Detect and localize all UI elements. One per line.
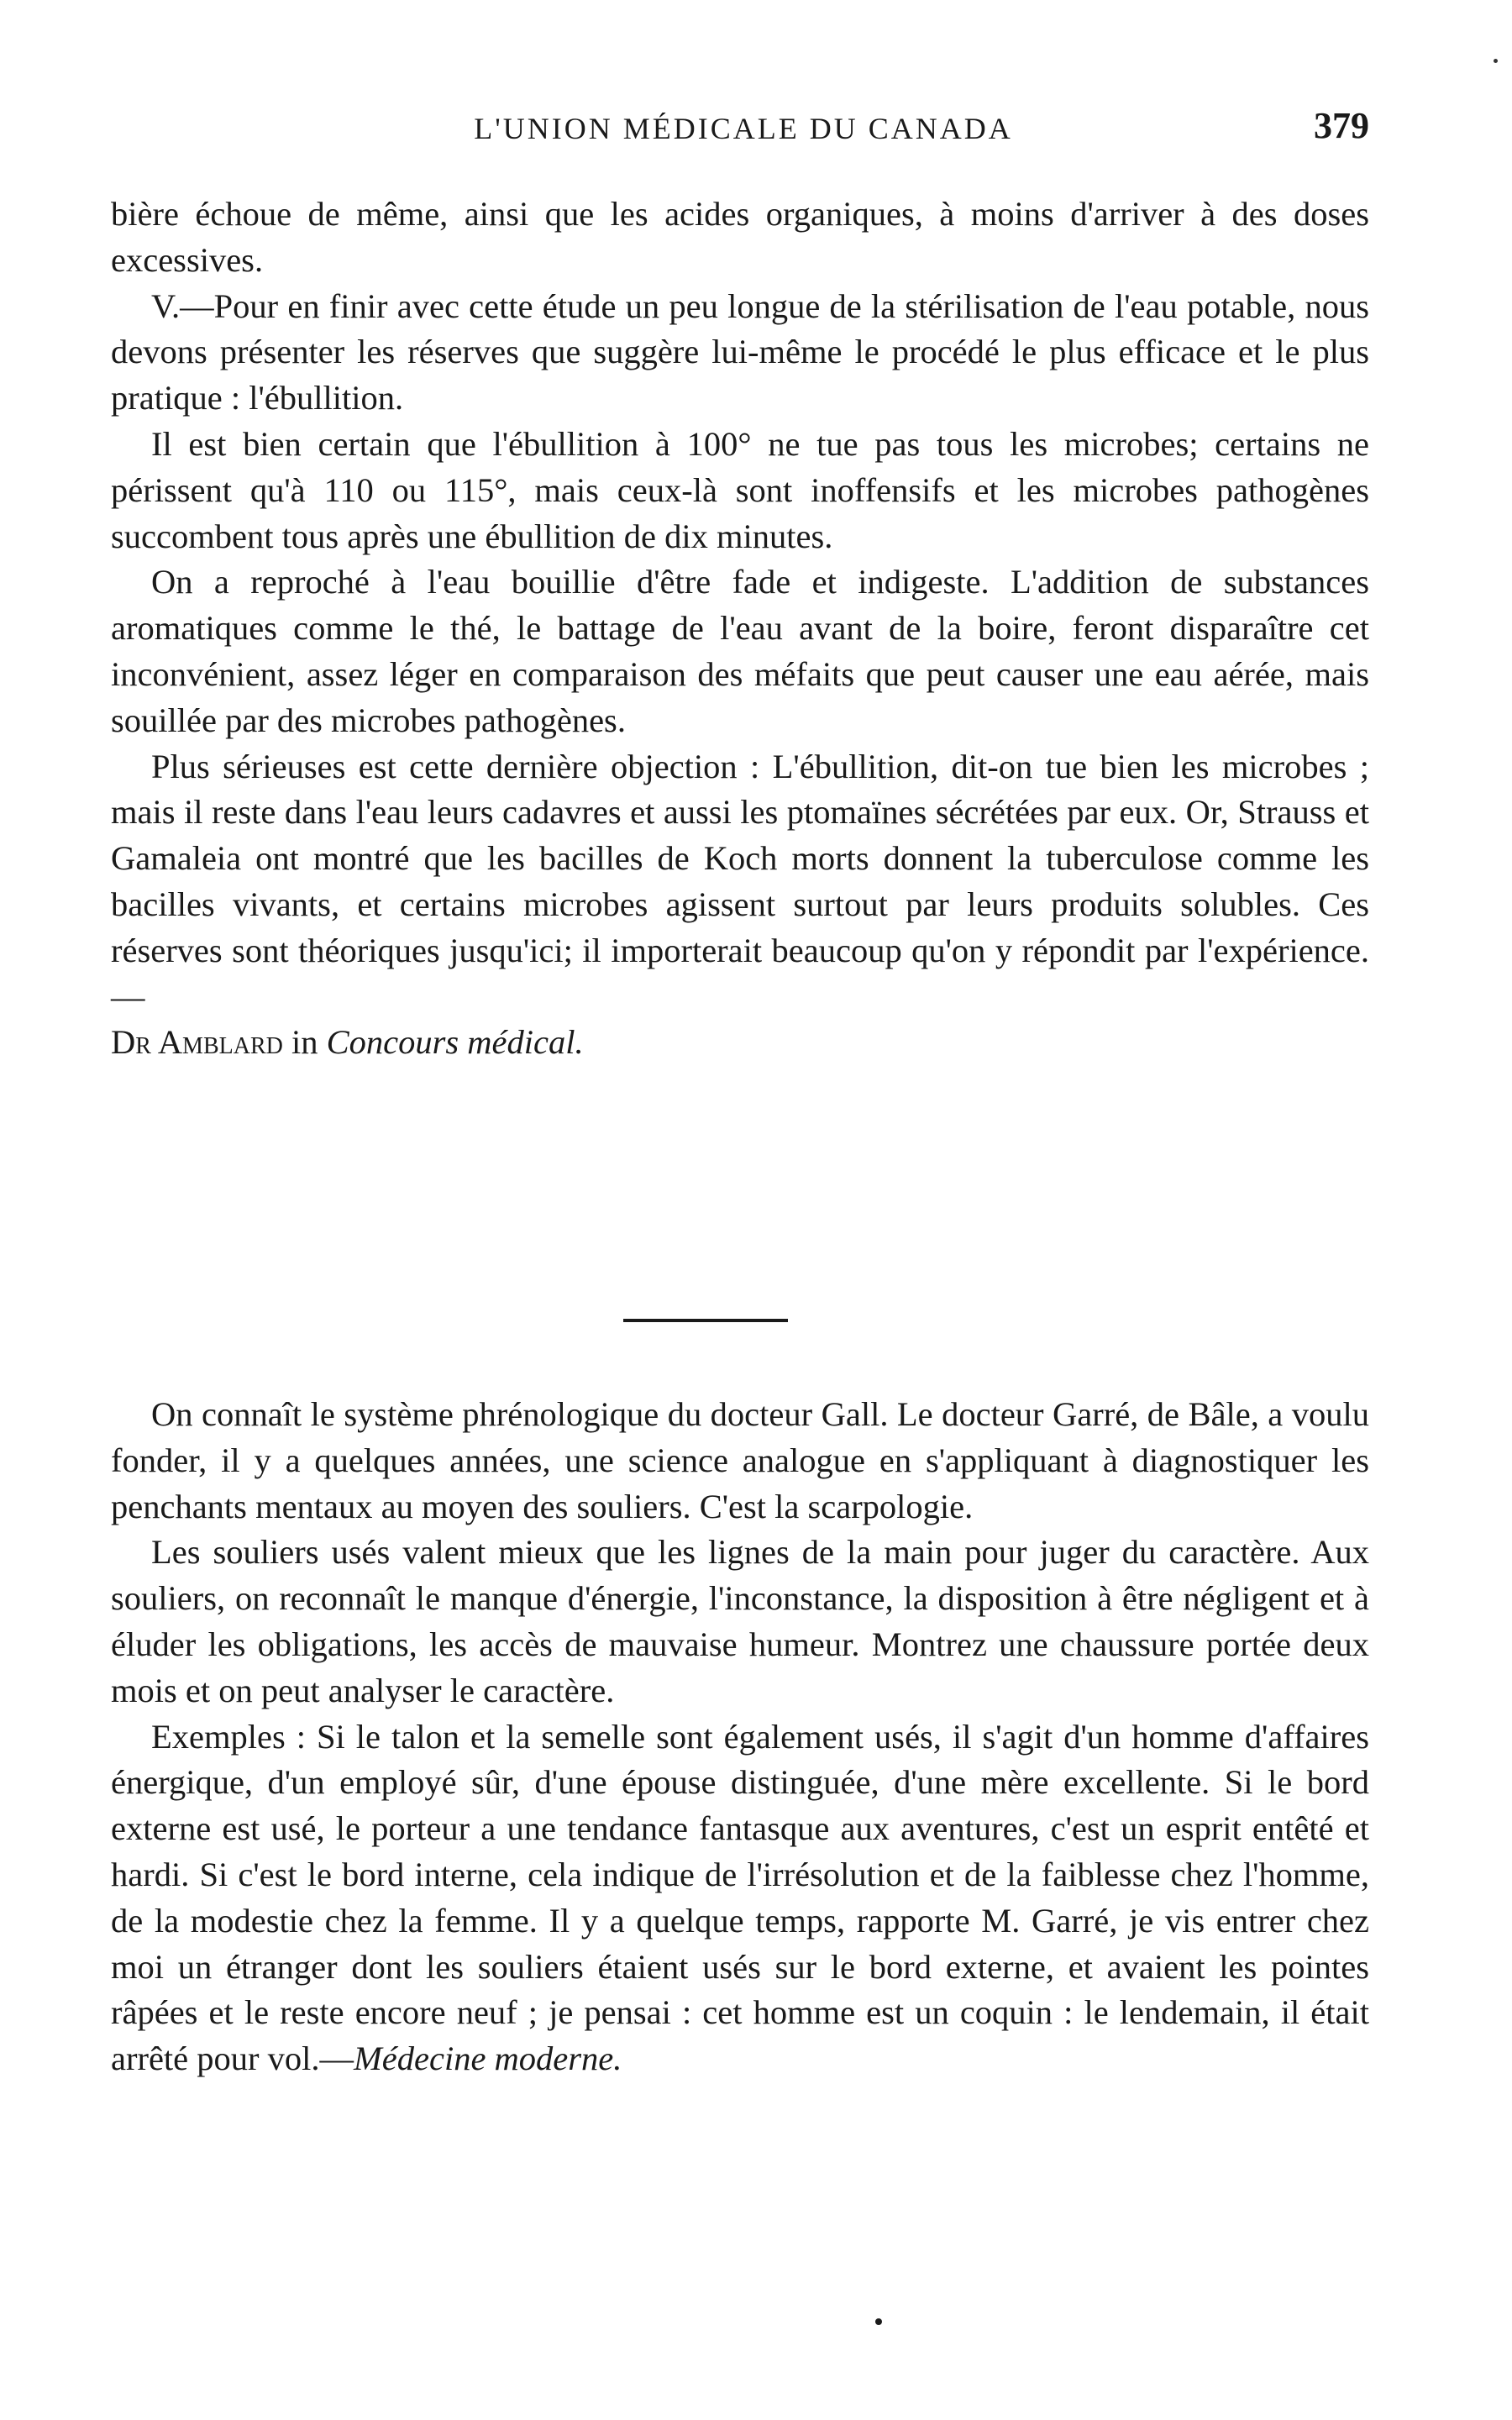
page-number: 379 bbox=[1314, 105, 1369, 146]
paragraph-text: Exemples : Si le talon et la semelle sont également usés, il s'agit d'un homme d'affaires énergique, d'un employé sûr, d'une épouse distinguée, d'une mère excellente. Si le bord externe est usé, le porteur a une tendance fantasque aux aventures, c'est un esprit entêté et hardi. Si c'est le bord interne, cela indique de l'irrésolution et de la faiblesse chez l'homme, de la modestie chez la femme. Il y a quelque temps, rapporte M. Garré, je vis entrer chez moi un étranger dont les souliers étaient usés sur le bord externe, et avaient les pointes râpées et le reste encore neuf ; je pensai : cet homme est un coquin : le lendemain, il était arrêté pour vol.— bbox=[111, 1717, 1369, 2078]
section-divider bbox=[623, 1319, 788, 1322]
paragraph: Il est bien certain que l'ébullition à 100° ne tue pas tous les microbes; certains ne périssent qu'à 110 ou 115°, mais ceux-là sont inoffensifs et les microbes pathogènes succombent tous après une ébullition de dix minutes. bbox=[111, 424, 1369, 555]
paragraph: Les souliers usés valent mieux que les lignes de la main pour juger du caractère. Aux souliers, on reconnaît le manque d'énergie, l'inconstance, la disposition à être négligent et à éluder les obligations, les accès de mauvaise humeur. Montrez une chaussure portée deux mois et on peut analyser le caractère. bbox=[111, 1533, 1369, 1709]
page-header bbox=[109, 105, 1369, 161]
paragraph: bière échoue de même, ainsi que les acides organiques, à moins d'arriver à des doses excessives. bbox=[111, 195, 1369, 279]
paragraph: V.—Pour en finir avec cette étude un peu longue de la stérilisation de l'eau potable, nous devons présenter les réserves que suggère lui-même le procédé le plus efficace et le plus pratique : l'ébullition. bbox=[111, 286, 1369, 417]
paragraph-text: Plus sérieuses est cette dernière objection : L'ébullition, dit-on tue bien les microbes ; mais il reste dans l'eau leurs cadavres et aussi les ptomaïnes sécrétées par eux. Or, Strauss et Gamaleia ont montré que les bacilles de Koch morts donnent la tuberculose comme les bacilles vivants, et certains microbes agissent surtout par leurs produits solubles. Ces réserves sont théoriques jusqu'ici; il importerait beaucoup qu'on y répondit par l'expérience.— bbox=[111, 747, 1369, 1016]
source-title: Médecine moderne. bbox=[354, 2039, 622, 2078]
paragraph bbox=[111, 744, 1369, 1021]
author-name: Dr Amblard bbox=[111, 1023, 283, 1062]
article-scarpologie bbox=[111, 1392, 1369, 2082]
signature-connector: in bbox=[282, 1023, 327, 1062]
printer-dot bbox=[875, 2318, 882, 2325]
paragraph: On connaît le système phrénologique du docteur Gall. Le docteur Garré, de Bâle, a voulu fonder, il y a quelques années, une science analogue en s'appliquant à diagnostiquer les penchants mentaux au moyen des souliers. C'est la scarpologie. bbox=[111, 1395, 1369, 1525]
running-title: L'UNION MÉDICALE DU CANADA bbox=[474, 112, 1013, 145]
paragraph bbox=[111, 1714, 1369, 2082]
article-signature bbox=[111, 1020, 1369, 1066]
print-speck bbox=[1494, 59, 1498, 63]
paragraph: On a reproché à l'eau bouillie d'être fade et indigeste. L'addition de substances aromatiques comme le thé, le battage de l'eau avant de la boire, feront disparaître cet inconvénient, assez léger en comparaison des méfaits que peut causer une eau aérée, mais souillée par des microbes pathogènes. bbox=[111, 563, 1369, 739]
article-sterilisation bbox=[111, 192, 1369, 1066]
source-title: Concours médical. bbox=[326, 1023, 584, 1062]
